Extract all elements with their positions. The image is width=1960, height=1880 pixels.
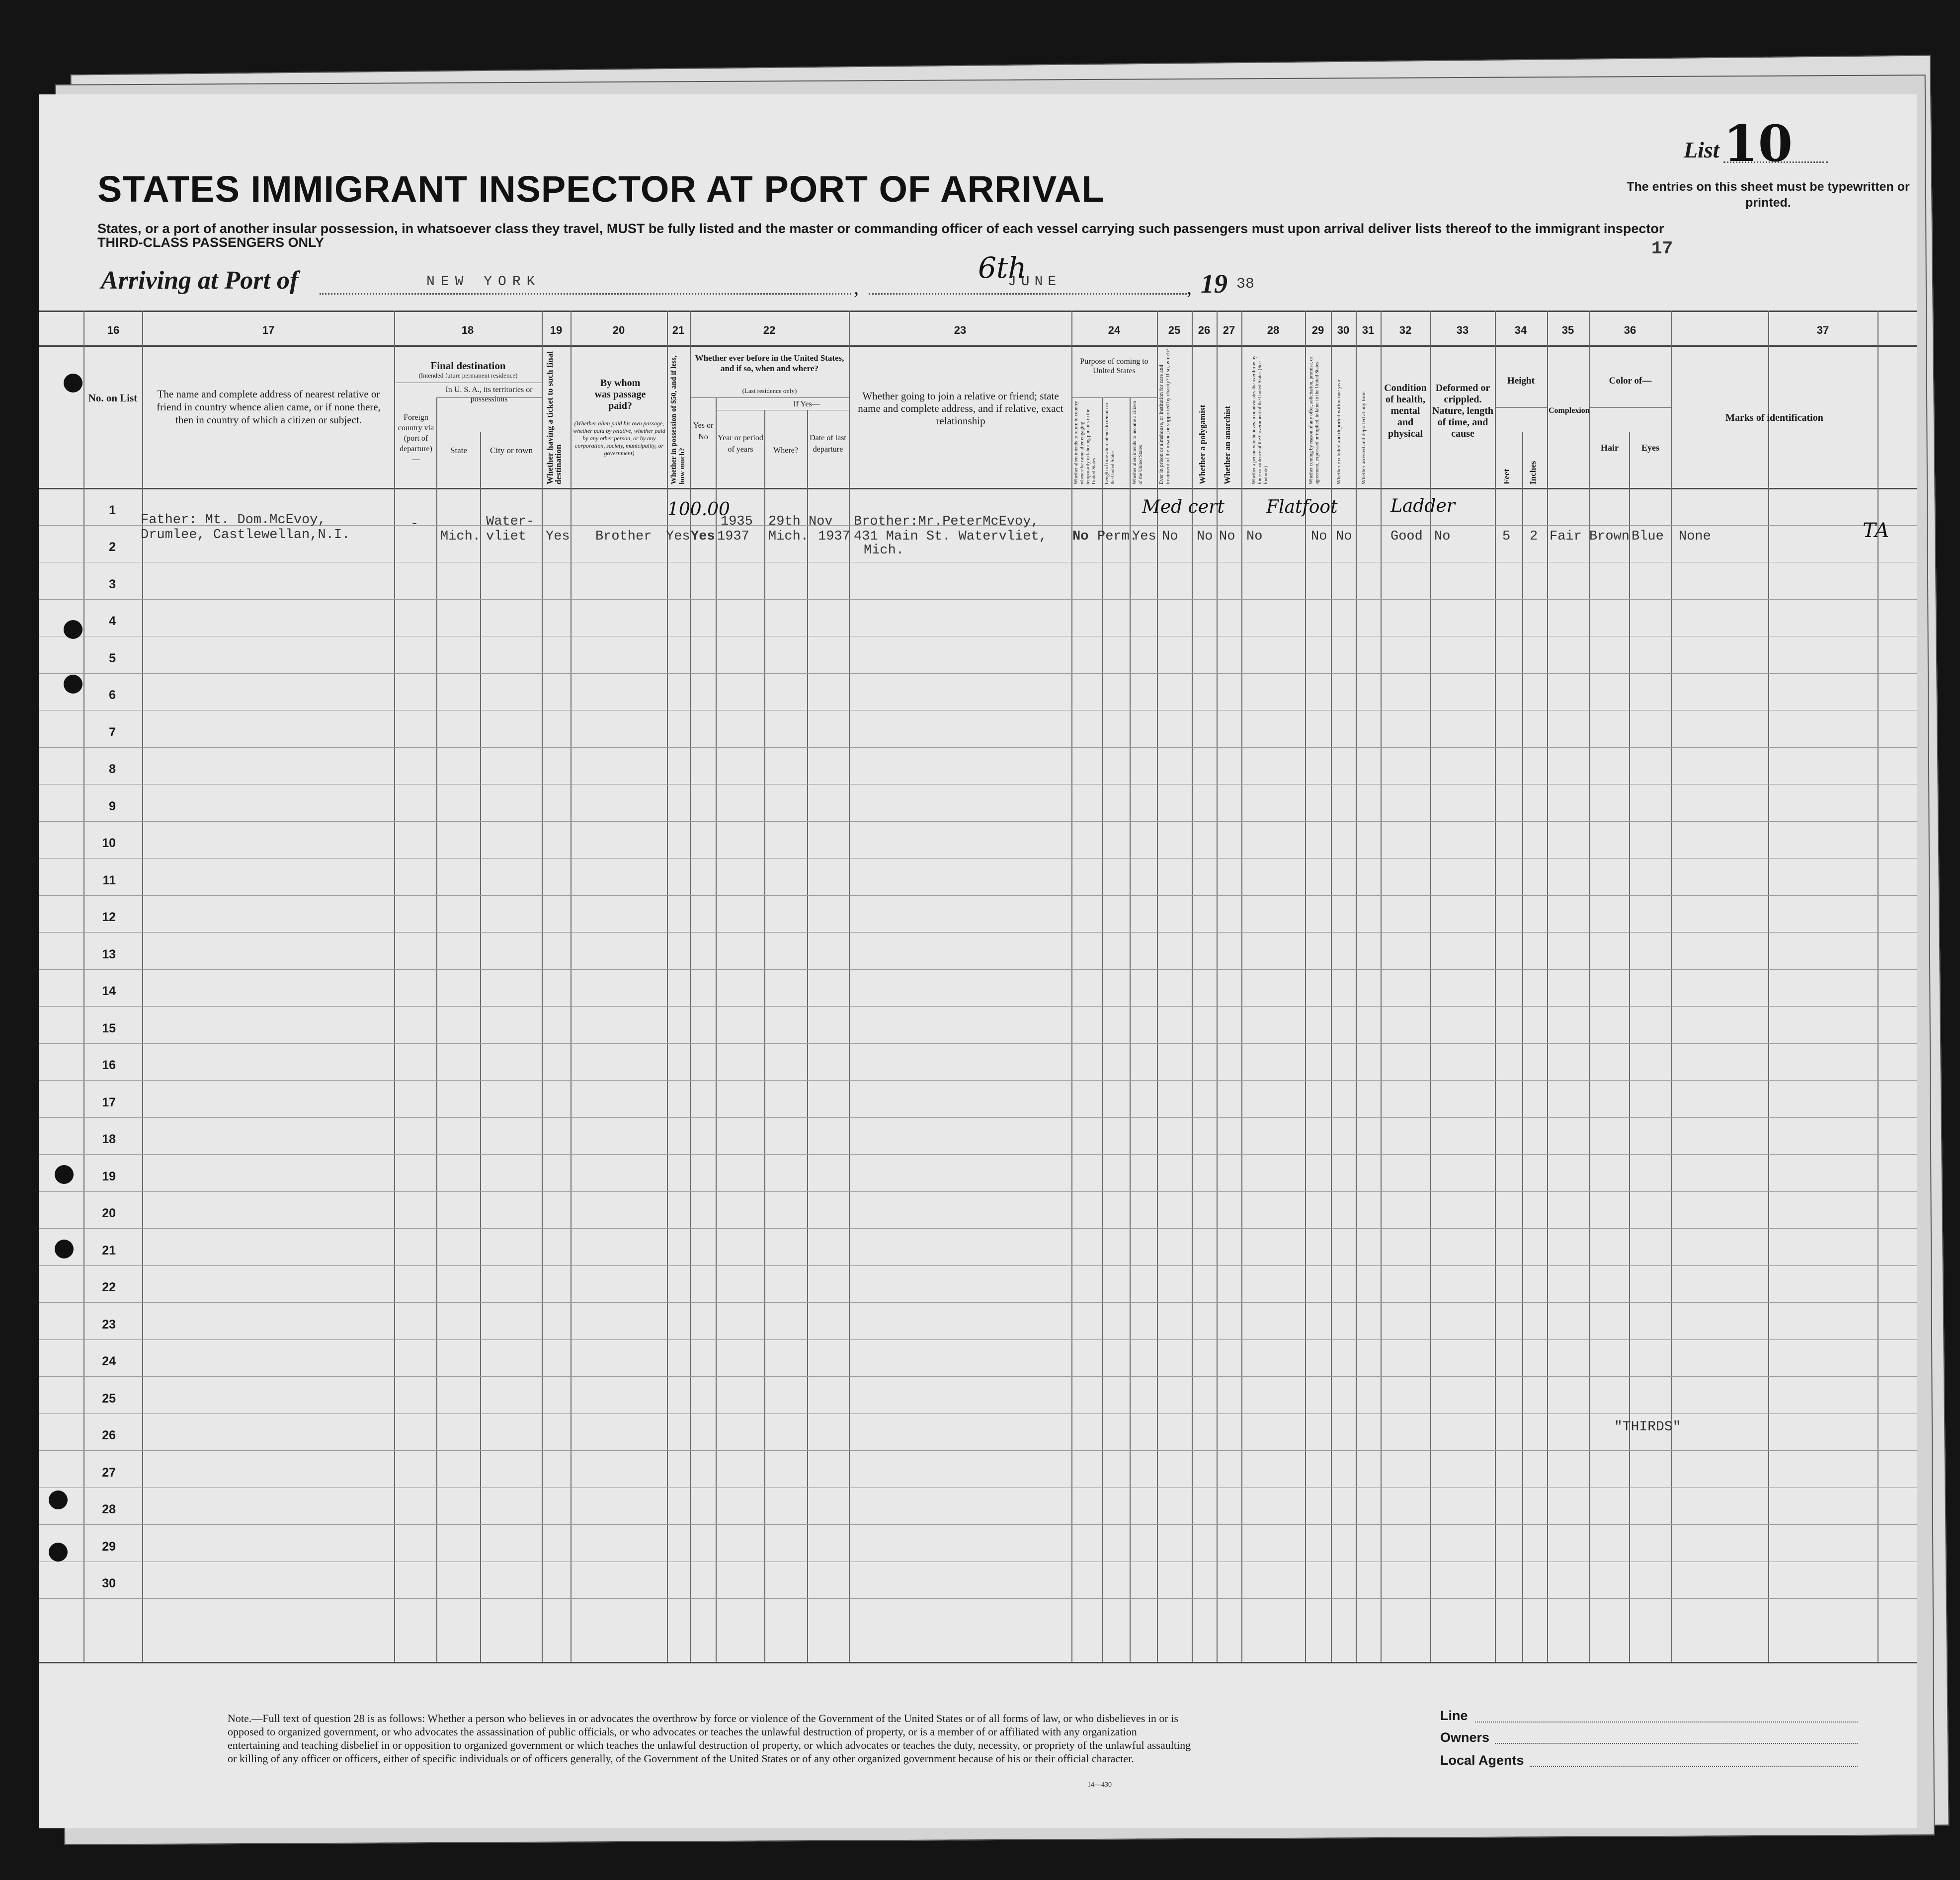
header-ever-before: Whether ever before in the United States, and if so, when and where? (695, 353, 844, 373)
col-num: 26 (1198, 324, 1211, 336)
col-divider (571, 311, 572, 1662)
col-divider (1241, 311, 1242, 1662)
col-num: 20 (612, 324, 625, 336)
relative-address: Drumlee, Castlewellan,N.I. (141, 528, 350, 543)
row-number: 21 (102, 1243, 116, 1257)
col-divider (83, 311, 84, 1662)
col-divider (480, 432, 481, 1662)
owners-field (1495, 1743, 1858, 1744)
local-agents-field (1530, 1766, 1858, 1767)
year-suffix: 38 (1236, 276, 1255, 293)
header-feet: Feet (1502, 469, 1511, 484)
header-offer: Whether coming by reason of any offer, solicitation, promise, or agreement, expressed or implied, to labor in the United States (1308, 356, 1320, 484)
col-divider (807, 410, 808, 1662)
colnum-bottom-line (39, 345, 1917, 347)
row-number: 17 (102, 1095, 116, 1109)
row-number: 9 (109, 799, 116, 813)
binder-hole (64, 675, 82, 694)
annotation-med-cert: Med cert (1142, 497, 1225, 517)
money-amount: 100.00 (667, 499, 730, 520)
inches-value: 2 (1530, 529, 1538, 544)
col-num: 17 (262, 324, 275, 336)
row-number: 20 (102, 1206, 116, 1220)
row-line (39, 1598, 1917, 1599)
row-line (39, 1006, 1917, 1007)
complexion-value: Fair (1550, 529, 1582, 544)
header-if-yes: If Yes— (793, 400, 820, 408)
header-purpose: Purpose of coming to United States (1080, 357, 1148, 375)
row-line (39, 821, 1917, 822)
where-value-1: 29th Nov (768, 514, 833, 529)
arrival-month: JUNE (1008, 274, 1062, 290)
col-divider (1768, 311, 1769, 1662)
row-line (39, 1080, 1917, 1081)
col-divider (436, 397, 437, 1662)
date-underline (869, 293, 1187, 295)
table-bottom-line (39, 1662, 1917, 1663)
joining-value-2: 431 Main St. Watervliet, (854, 529, 1047, 544)
header-yes-or-no: Yes or No (693, 421, 714, 441)
row-line (39, 1191, 1917, 1192)
sheet-number: 17 (1651, 238, 1673, 259)
offer-value: No (1311, 529, 1327, 544)
col-num: 25 (1168, 324, 1181, 336)
header-last-residence: (Last residence only) (742, 387, 797, 394)
binder-hole (64, 620, 82, 639)
col-divider (716, 397, 717, 1662)
thirds-stamp: "THIRDS" (1614, 1419, 1681, 1435)
header-passage-paid: By whom was passage paid? (594, 378, 646, 411)
row-line (39, 895, 1917, 896)
row-number: 26 (102, 1428, 116, 1442)
row-number: 25 (102, 1391, 116, 1406)
row-number: 7 (109, 725, 116, 739)
excluded-value: No (1336, 529, 1352, 544)
list-number: 10 (1723, 114, 1793, 173)
passage-paid-value: Brother (595, 529, 652, 544)
joining-value-3: Mich. (864, 543, 904, 558)
row-number: 14 (102, 984, 116, 998)
col-divider (1671, 311, 1672, 1662)
col-num: 16 (107, 324, 120, 336)
header-anarchist: Whether an anarchist (1223, 405, 1232, 484)
row-number: 24 (102, 1354, 116, 1368)
where-value-2: Mich. (768, 529, 809, 544)
header-inches: Inches (1528, 461, 1538, 484)
inspector-initials: TA (1863, 519, 1889, 542)
row-line (39, 1376, 1917, 1377)
col-num: 36 (1624, 324, 1636, 336)
row-number: 13 (102, 947, 116, 961)
header-no-on-list: No. on List (88, 392, 138, 404)
row-line (39, 1117, 1917, 1118)
binder-hole (49, 1490, 68, 1509)
arrival-day: 6th (978, 251, 1027, 285)
row-line (39, 1154, 1917, 1155)
row-number: 18 (102, 1132, 116, 1146)
col-num: 29 (1311, 324, 1324, 336)
line-label: Line (1440, 1708, 1468, 1723)
purpose-a-value: No (1072, 529, 1089, 544)
eyes-value: Blue (1632, 529, 1664, 544)
header-overthrow: Whether a person who believes in or advocates the overthrow by force or violence of the Government of the United States (See footnote) (1251, 355, 1269, 484)
binder-hole (55, 1165, 74, 1184)
comma-2: , (1187, 276, 1192, 299)
marks-value: None (1679, 529, 1711, 544)
health-value: Good (1390, 529, 1423, 544)
page-subtitle-class: THIRD-CLASS PASSENGERS ONLY (97, 235, 325, 250)
header-eyes: Eyes (1641, 443, 1659, 453)
table-top-line (39, 311, 1917, 312)
header-polygamist: Whether a polygamist (1198, 404, 1207, 484)
foreign-country-value: - (410, 517, 419, 532)
col-num: 27 (1223, 324, 1235, 336)
relative-name: Father: Mt. Dom.McEvoy, (141, 513, 326, 528)
manifest-sheet (39, 94, 1917, 1828)
header-purpose-b: Length of time alien intends to remain in the United States (1104, 403, 1116, 484)
row-line (39, 1413, 1917, 1414)
list-label: List (1684, 137, 1719, 162)
header-health: Condition of health, mental and physical (1384, 383, 1427, 439)
binder-hole (49, 1543, 68, 1562)
col-divider (1130, 397, 1131, 1662)
row-number: 1 (109, 503, 116, 517)
row-line (39, 1265, 1917, 1266)
header-final-destination-note: (Intended future permanent residence) (418, 372, 518, 379)
col-num: 19 (550, 324, 563, 336)
row-number: 22 (102, 1280, 116, 1294)
row-line (39, 599, 1917, 600)
row-line (39, 1524, 1917, 1525)
header-possession: Whether in possession of $50, and if less, how much? (670, 355, 686, 484)
header-city: City or town (490, 446, 533, 455)
col-num: 32 (1399, 324, 1412, 336)
row-number: 12 (102, 910, 116, 924)
form-code: 14—430 (1087, 1781, 1112, 1789)
header-ticket: Whether having a ticket to such final destination (545, 351, 563, 484)
line-field (1475, 1722, 1858, 1723)
comma-1: , (854, 276, 859, 299)
col-divider (1495, 311, 1496, 1662)
city-value-1: Water- (486, 514, 535, 529)
col-num: 23 (954, 324, 967, 336)
binder-hole (64, 374, 82, 392)
prison-value: No (1162, 529, 1178, 544)
header-subline (690, 397, 849, 398)
sheet-instruction: The entries on this sheet must be typewritten or printed. (1627, 180, 1910, 210)
arriving-label: Arriving at Port of (101, 266, 299, 295)
col-num: 18 (461, 324, 474, 336)
header-purpose-c: Whether alien intends to become a citizen of the United States (1132, 401, 1143, 484)
col-num: 22 (763, 324, 776, 336)
row-number: 15 (102, 1021, 116, 1035)
list-underline (1723, 161, 1828, 163)
header-final-destination: Final destination (430, 360, 506, 372)
header-hair: Hair (1601, 443, 1619, 453)
page-subtitle: States, or a port of another insular possession, in whatsoever class they travel, MUST be fully listed and the master or commanding officer of each vessel carrying such passengers must upon arrival deliver lists thereof to the immigrant inspector (97, 221, 1664, 236)
row-line (39, 1228, 1917, 1229)
owners-label: Owners (1440, 1730, 1490, 1745)
col-num: 31 (1362, 324, 1375, 336)
col-divider (1589, 311, 1590, 1662)
header-arrested: Whether arrested and deported at any time (1361, 392, 1367, 484)
header-passage-note: (Whether alien paid his own passage, whether paid by relative, whether paid by any other person, or by any corporation, society, municipality, or government) (573, 420, 665, 457)
col-divider (1381, 311, 1382, 1662)
annotation-flatfoot: Flatfoot (1266, 497, 1338, 517)
row-number: 4 (109, 614, 116, 628)
col-divider (1071, 311, 1072, 1662)
col-num: 33 (1456, 324, 1469, 336)
port-name: NEW YORK (426, 274, 541, 290)
binder-hole (55, 1240, 74, 1258)
col-divider (394, 311, 395, 1662)
col-divider (1547, 311, 1548, 1662)
col-num: 30 (1337, 324, 1350, 336)
row-line (39, 673, 1917, 674)
row-number: 30 (102, 1576, 116, 1590)
footnote: Note.—Full text of question 28 is as follows: Whether a person who believes in or advocates the overthrow by force or violence of the Government of the United States or of all forms of law, or who disbelieves in or is opposed to organized government, or who advocates the assassination of public officials, or who advocates or teaches the unlawful destruction of property, or is a member of or affiliated with any organization entertaining and teaching disbelief in or opposition to organized government or which teaches the unlawful destruction of property, or which advocates or teaches the duty, necessity, or propriety of the unlawful assaulting or killing of any officer or officers, either of specific individuals or of officers generally, of the Government of the United States or of any other organized government because of his or their official character. (228, 1712, 1191, 1765)
row-number: 3 (109, 577, 116, 591)
row-number: 16 (102, 1058, 116, 1072)
header-bottom-line (39, 488, 1917, 489)
header-state: State (450, 446, 467, 455)
row-line (39, 1043, 1917, 1044)
purpose-b-value: Perm. (1097, 529, 1138, 544)
possession-value: Yes (666, 529, 690, 544)
row-number: 5 (109, 651, 116, 665)
row-number: 19 (102, 1169, 116, 1183)
year-prefix: 19 (1201, 269, 1227, 299)
col-divider (1522, 432, 1523, 1662)
header-prison: Ever in prison or almshouse, or institution for care and treatment of the insane, or supported by charity? If so, which? (1158, 348, 1171, 484)
row-line (39, 1339, 1917, 1340)
col-num: 35 (1561, 324, 1574, 336)
deformed-value: No (1434, 529, 1451, 544)
col-divider (542, 311, 543, 1662)
row-number: 27 (102, 1465, 116, 1480)
header-purpose-a: Whether alien intends to return to country whence he came after engaging temporarily in laboring pursuits in the United States (1073, 401, 1097, 484)
header-in-usa: In U. S. A., its territories or possessions (445, 386, 533, 403)
row-line (39, 1450, 1917, 1451)
header-relative: The name and complete address of nearest relative or friend in country whence alien came, or if none there, then in country of which a citizen or subject. (157, 388, 381, 426)
row-number: 28 (102, 1502, 116, 1516)
header-deformed: Deformed or crippled. Nature, length of time, and cause (1432, 383, 1493, 439)
polygamist-value: No (1197, 529, 1213, 544)
row-line (39, 858, 1917, 859)
row-number: 11 (102, 873, 116, 887)
feet-value: 5 (1502, 529, 1511, 544)
state-value: Mich. (440, 529, 481, 544)
hair-value: Brown (1589, 529, 1630, 544)
departure-value: 1937 (818, 529, 850, 544)
anarchist-value: No (1219, 529, 1235, 544)
header-marks: Marks of identification (1725, 412, 1823, 423)
purpose-c-value: Yes (1132, 529, 1156, 544)
overthrow-value: No (1246, 529, 1263, 544)
header-foreign-country: Foreign country via (port of departure)— (398, 413, 434, 464)
header-subline (1495, 407, 1547, 408)
header-date-departure: Date of last departure (810, 434, 846, 454)
row-number: 29 (102, 1539, 116, 1554)
header-subline (1589, 407, 1671, 408)
page-title: STATES IMMIGRANT INSPECTOR AT PORT OF ARRIVAL (97, 168, 1105, 210)
row-line (39, 969, 1917, 970)
col-num: 21 (672, 324, 685, 336)
city-value-2: vliet (486, 529, 527, 544)
col-divider (1356, 311, 1357, 1662)
port-underline (320, 293, 851, 295)
annotation-ladder: Ladder (1390, 496, 1455, 516)
header-subline (1071, 397, 1157, 398)
row-line (39, 1302, 1917, 1303)
header-where: Where? (773, 446, 798, 455)
local-agents-label: Local Agents (1440, 1753, 1524, 1768)
row-number: 8 (109, 762, 116, 776)
ticket-value: Yes (546, 529, 570, 544)
header-color-of: Color of— (1609, 376, 1652, 386)
header-height: Height (1507, 376, 1535, 386)
header-excluded: Whether excluded and deported within one year (1336, 379, 1342, 484)
col-num: 37 (1816, 324, 1829, 336)
col-divider (1629, 432, 1630, 1662)
col-divider (1102, 397, 1103, 1662)
header-joining: Whether going to join a relative or friend; state name and complete address, and if relative, exact relationship (858, 390, 1063, 427)
col-num: 28 (1267, 324, 1280, 336)
years-value-2: 1937 (717, 529, 749, 544)
joining-value-1: Brother:Mr.PeterMcEvoy, (854, 514, 1039, 529)
row-number: 10 (102, 836, 116, 850)
col-num: 34 (1514, 324, 1527, 336)
header-complexion: Complexion (1549, 406, 1590, 415)
row-number: 2 (109, 540, 116, 554)
col-divider (764, 410, 765, 1662)
col-num: 24 (1108, 324, 1121, 336)
col-divider (849, 311, 850, 1662)
years-value-1: 1935 (721, 514, 753, 529)
row-line (39, 932, 1917, 933)
header-year-period: Year or period of years (718, 434, 763, 454)
row-line (39, 747, 1917, 748)
ever-before-value: Yes (691, 529, 715, 544)
row-number: 6 (109, 688, 116, 702)
row-number: 23 (102, 1317, 116, 1332)
